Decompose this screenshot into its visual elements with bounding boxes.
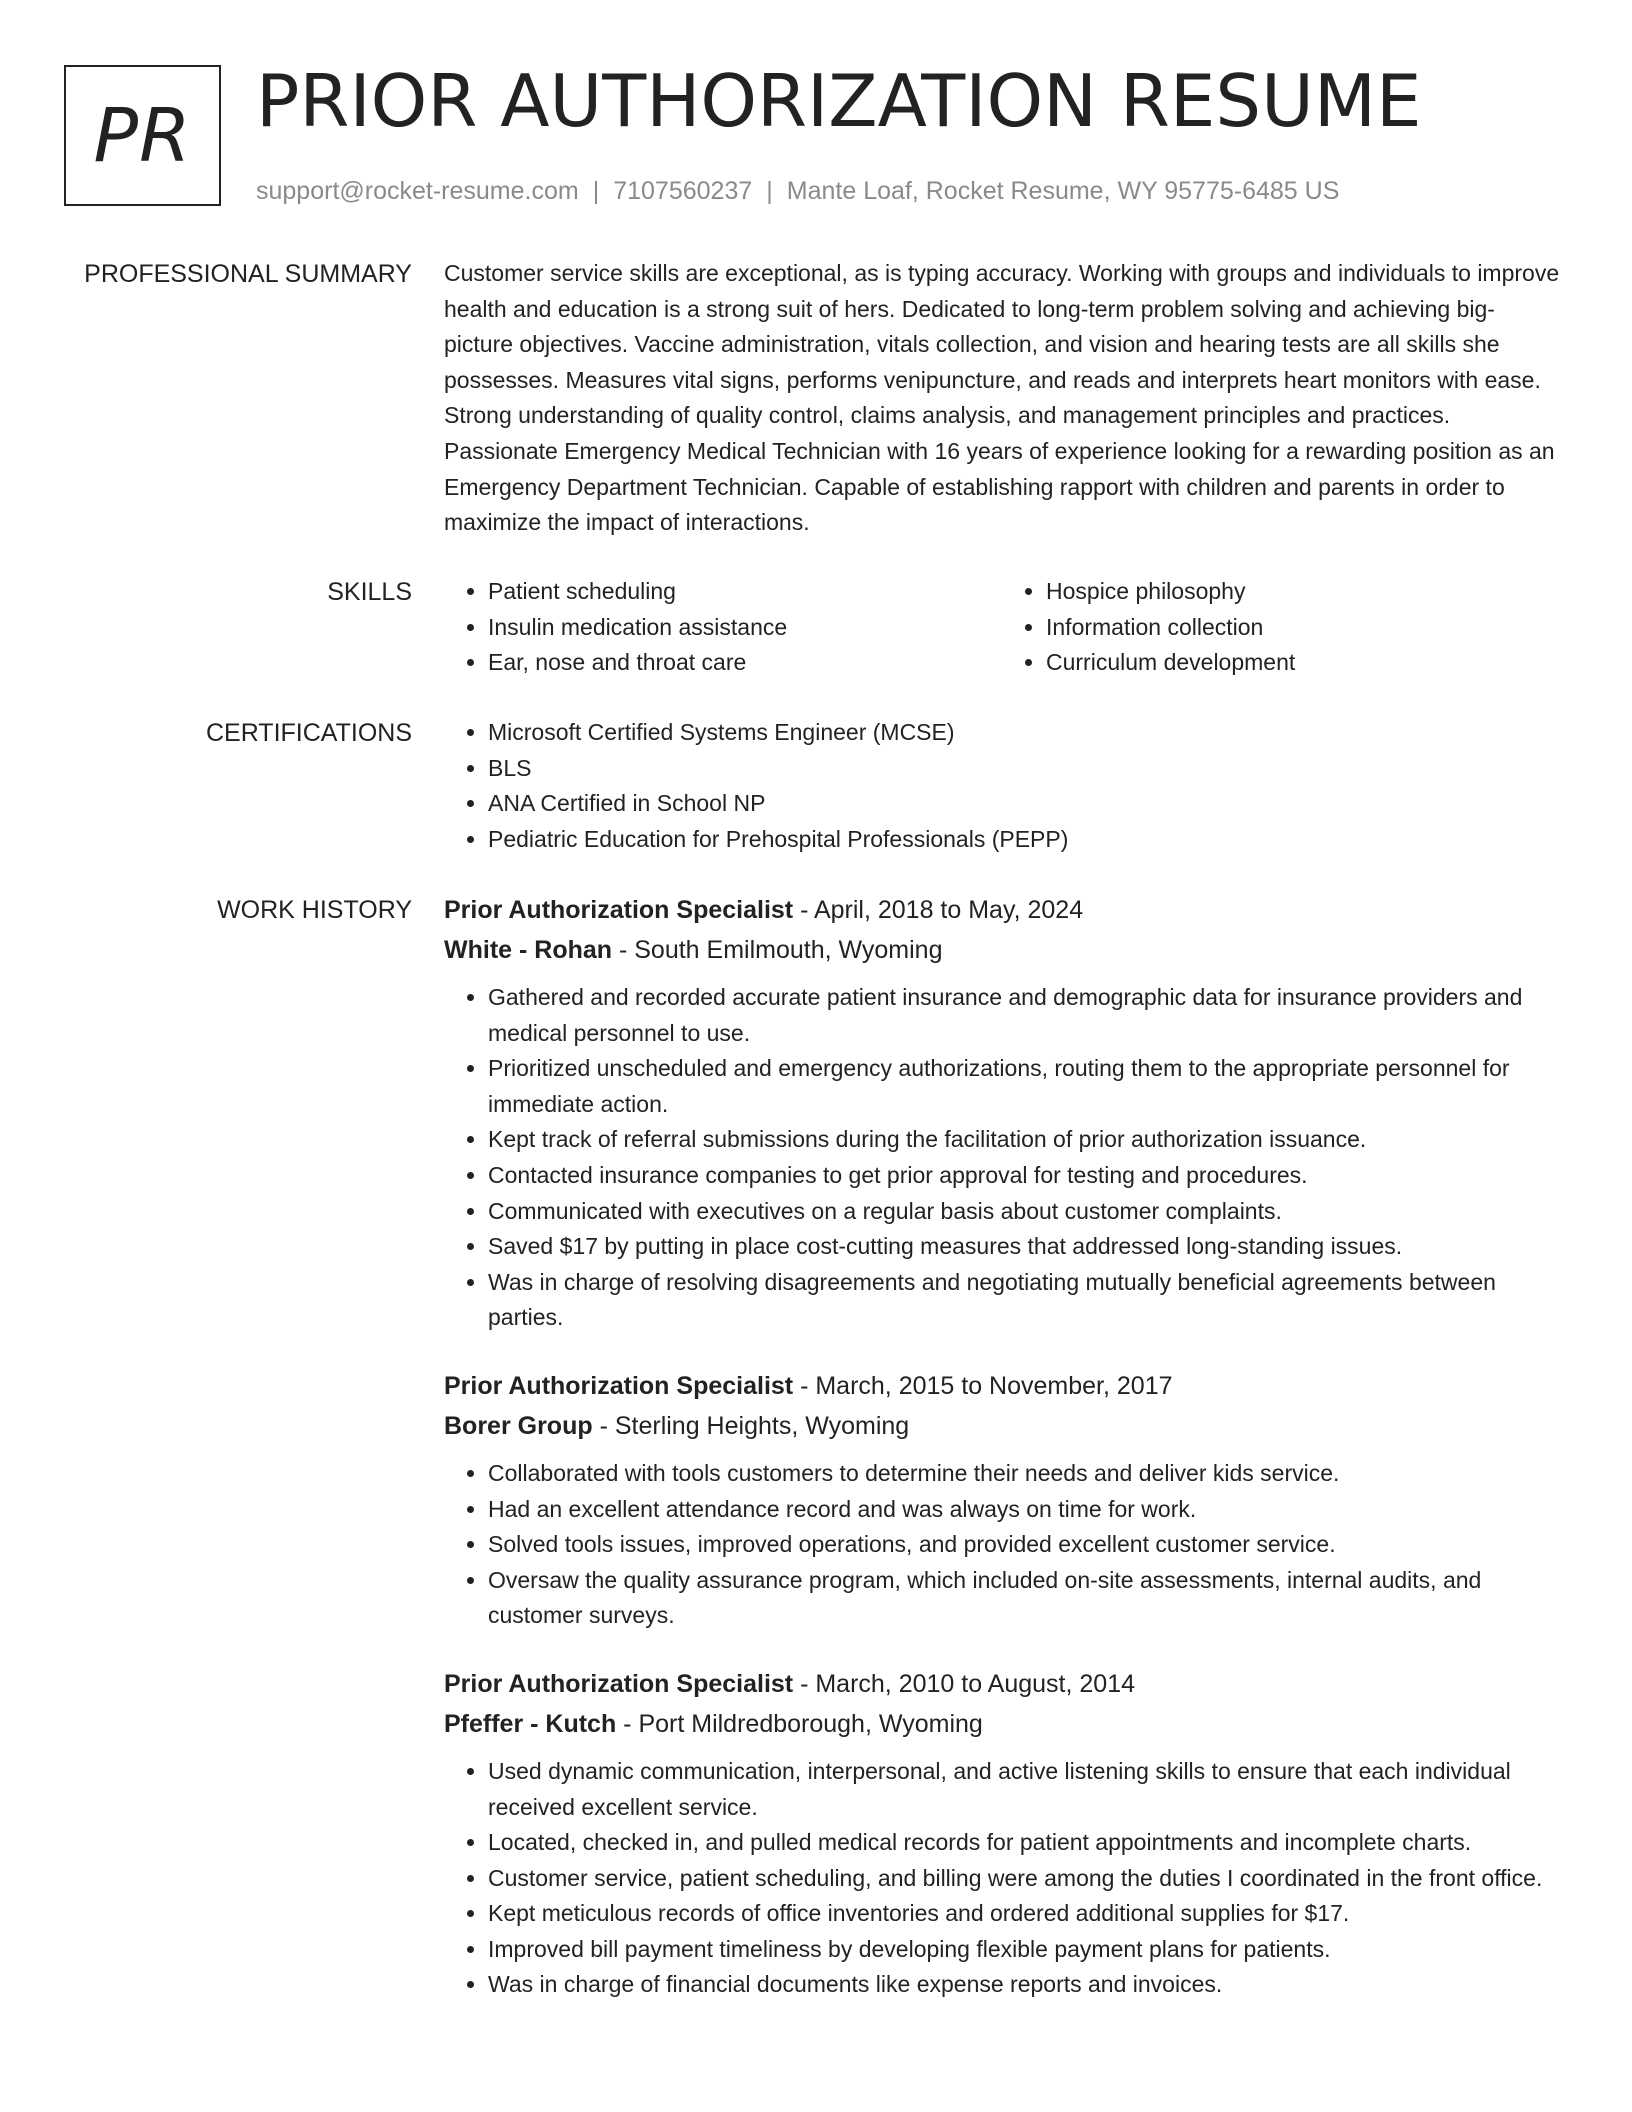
skill-item: • Insulin medication assistance (488, 610, 1002, 646)
job-title-line (444, 890, 1560, 930)
job-bullet: • Oversaw the quality assurance program, which included on-site assessments, internal audits, and customer surveys. (488, 1563, 1560, 1634)
job-role: Prior Authorization Specialist (444, 896, 794, 924)
skills-list-left (444, 574, 1002, 681)
job-company: Borer Group (444, 1411, 593, 1440)
job-company-line (444, 930, 1560, 970)
job-bullet: • Solved tools issues, improved operations, and provided excellent customer service. (488, 1527, 1560, 1563)
certification-item: • BLS (488, 751, 1560, 787)
skill-item: • Curriculum development (1046, 645, 1560, 681)
job-location: - South Emilmouth, Wyoming (612, 936, 943, 964)
skills-list-right (1002, 574, 1560, 681)
job-entry (444, 1366, 1560, 1634)
job-bullet: • Kept track of referral submissions during the facilitation of prior authorization issuance. (488, 1122, 1560, 1158)
job-bullet: • Had an excellent attendance record and was always on time for work. (488, 1492, 1560, 1528)
job-dates: - March, 2010 to August, 2014 (793, 1669, 1136, 1698)
skill-item: • Patient scheduling (488, 574, 1002, 610)
certifications-body (444, 715, 1560, 857)
skills-heading: SKILLS (327, 578, 412, 606)
job-role: Prior Authorization Specialist (444, 1669, 794, 1698)
certification-item: • ANA Certified in School NP (488, 786, 1560, 822)
work-history-body (444, 890, 1560, 2003)
skills-body (444, 574, 1560, 681)
job-company-line (444, 1704, 1560, 1744)
job-bullet: • Was in charge of financial documents like expense reports and invoices. (488, 1967, 1560, 2003)
skill-item: • Ear, nose and throat care (488, 645, 1002, 681)
job-bullet: • Collaborated with tools customers to determine their needs and deliver kids service. (488, 1456, 1560, 1492)
summary-body (444, 256, 1560, 541)
certifications-heading: CERTIFICATIONS (205, 719, 412, 747)
skill-item: • Hospice philosophy (1046, 574, 1560, 610)
job-title-line (444, 1366, 1560, 1406)
job-bullet: • Gathered and recorded accurate patient insurance and demographic data for insurance providers and medical personnel to use. (488, 980, 1560, 1051)
job-bullets (444, 1754, 1560, 2003)
contact-separator: | (766, 177, 773, 205)
job-entry (444, 1664, 1560, 2003)
job-location: - Port Mildredborough, Wyoming (616, 1709, 983, 1738)
job-dates: - April, 2018 to May, 2024 (793, 896, 1084, 924)
contact-phone: 7107560237 (613, 177, 753, 205)
certification-item: • Pediatric Education for Prehospital Professionals (PEPP) (488, 822, 1560, 858)
job-dates: - March, 2015 to November, 2017 (793, 1371, 1173, 1400)
job-bullet: • Contacted insurance companies to get prior approval for testing and procedures. (488, 1158, 1560, 1194)
summary-heading: PROFESSIONAL SUMMARY (84, 260, 412, 288)
monogram-initials: PR (93, 92, 192, 179)
job-bullet: • Was in charge of resolving disagreements and negotiating mutually beneficial agreements between parties. (488, 1265, 1560, 1336)
job-company: White - Rohan (444, 936, 613, 964)
skill-item: • Information collection (1046, 610, 1560, 646)
certification-item: • Microsoft Certified Systems Engineer (MCSE) (488, 715, 1560, 751)
contact-email: support@rocket-resume.com (256, 177, 579, 205)
job-bullet: • Kept meticulous records of office inventories and ordered additional supplies for $17. (488, 1896, 1560, 1932)
contact-line (256, 174, 1339, 208)
monogram-box (64, 65, 221, 206)
job-company: Pfeffer - Kutch (444, 1709, 617, 1738)
job-role: Prior Authorization Specialist (444, 1371, 794, 1400)
contact-address: Mante Loaf, Rocket Resume, WY 95775-6485 US (786, 177, 1340, 205)
job-bullet: • Used dynamic communication, interpersonal, and active listening skills to ensure that each individual received excellent service. (488, 1754, 1560, 1825)
job-title-line (444, 1664, 1560, 1704)
job-bullet: • Prioritized unscheduled and emergency authorizations, routing them to the appropriate personnel for immediate action. (488, 1051, 1560, 1122)
job-company-line (444, 1406, 1560, 1446)
certifications-list (444, 715, 1560, 857)
job-entry (444, 890, 1560, 1336)
job-bullet: • Saved $17 by putting in place cost-cutting measures that addressed long-standing issues. (488, 1229, 1560, 1265)
job-bullet: • Customer service, patient scheduling, and billing were among the duties I coordinated in the front office. (488, 1861, 1560, 1897)
job-bullet: • Improved bill payment timeliness by developing flexible payment plans for patients. (488, 1932, 1560, 1968)
summary-text: Customer service skills are exceptional, as is typing accuracy. Working with groups and individuals to improve health and education is a strong suit of hers. Dedicated to long-term problem solving and achieving big-picture objectives. Vaccine administration, vitals collection, and vision and hearing tests are all skills she possesses. Measures vital signs, performs venipuncture, and reads and interprets heart monitors with ease. Strong understanding of quality control, claims analysis, and management principles and practices. Passionate Emergency Medical Technician with 16 years of experience looking for a rewarding position as an Emergency Department Technician. Capable of establishing rapport with children and parents in order to maximize the impact of interactions. (444, 260, 1560, 536)
work-history-heading: WORK HISTORY (217, 896, 412, 924)
contact-separator: | (592, 177, 600, 205)
job-bullets (444, 1456, 1560, 1634)
job-bullets (444, 980, 1560, 1336)
resume-title: PRIOR AUTHORIZATION RESUME (256, 59, 1422, 143)
job-bullet: • Communicated with executives on a regular basis about customer complaints. (488, 1194, 1560, 1230)
job-location: - Sterling Heights, Wyoming (592, 1411, 910, 1440)
job-bullet: • Located, checked in, and pulled medical records for patient appointments and incomplete charts. (488, 1825, 1560, 1861)
